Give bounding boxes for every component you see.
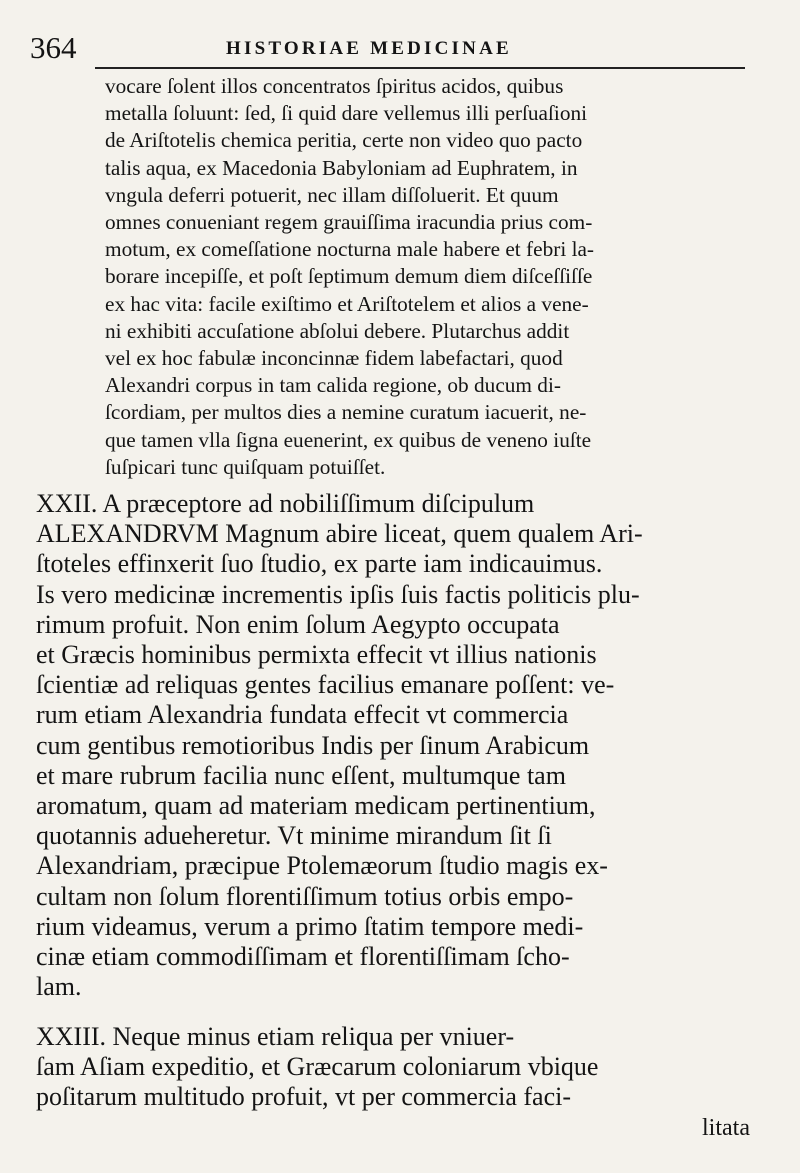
text-line: ni exhibiti accuſatione abſolui debere. Plutarchus addit [105, 318, 570, 343]
text-line: et mare rubrum facilia nunc eſſent, multumque tam [36, 760, 566, 790]
text-line: ſam Aſiam expeditio, et Græcarum coloniarum vbique [36, 1052, 599, 1082]
quoted-passage [105, 73, 753, 481]
text-line: vocare ſolent illos concentratos ſpiritus acidos, quibus [105, 74, 564, 98]
text-line: cultam non ſolum florentiſſimum totius orbis empo- [36, 881, 574, 911]
text-line: ALEXANDRVM Magnum abire liceat, quem qualem Ari- [36, 519, 643, 549]
text-line: ſcientiæ ad reliquas gentes facilius emanare poſſent: ve- [36, 670, 615, 700]
text-line: ſcordiam, per multos dies a nemine curatum iacuerit, ne- [105, 400, 587, 425]
text-line: rum etiam Alexandria fundata effecit vt commercia [36, 700, 569, 730]
text-line: lam. [36, 972, 82, 1002]
running-title: HISTORIAE MEDICINAE [226, 38, 512, 59]
page-header [30, 30, 770, 66]
text-line: Alexandriam, præcipue Ptolemæorum ſtudio magis ex- [36, 851, 608, 881]
text-line: ſuſpicari tunc quiſquam potuiſſet. [105, 454, 386, 479]
section-xxii [36, 489, 752, 1002]
page-number: 364 [30, 30, 77, 65]
section-heading-line: XXIII. Neque minus etiam reliqua per vniuer- [36, 1022, 515, 1051]
text-line: Is vero medicinæ incrementis ipſis ſuis factis politicis plu- [36, 579, 640, 609]
text-line: metalla ſoluunt: ſed, ſi quid dare vellemus illi perſuaſioni [105, 101, 588, 126]
text-line: rimum profuit. Non enim ſolum Aegypto occupata [36, 609, 560, 639]
text-line: quotannis adueheretur. Vt minime mirandum ſit ſi [36, 821, 552, 851]
text-line: ex hac vita: facile exiſtimo et Ariſtotelem et alios a vene- [105, 291, 589, 316]
section-heading-line: XXII. A præceptore ad nobiliſſimum diſcipulum [36, 489, 535, 518]
text-line: talis aqua, ex Macedonia Babyloniam ad Euphratem, in [105, 155, 578, 180]
text-line: aromatum, quam ad materiam medicam pertinentium, [36, 791, 596, 821]
catchword: litata [702, 1115, 750, 1141]
text-line: de Ariſtotelis chemica peritia, certe non video quo pacto [105, 128, 583, 153]
text-line: omnes conueniant regem grauiſſima iracundia prius com- [105, 210, 593, 235]
text-line: poſitarum multitudo profuit, vt per commercia faci- [36, 1082, 572, 1112]
text-line: cum gentibus remotioribus Indis per ſinum Arabicum [36, 730, 590, 760]
text-line: vngula deferri potuerit, nec illam diſſoluerit. Et quum [105, 182, 559, 207]
text-line: vel ex hoc fabulæ inconcinnæ fidem labefactari, quod [105, 346, 563, 371]
text-line: cinæ etiam commodiſſimam et florentiſſimam ſcho- [36, 942, 570, 972]
text-line: rium videamus, verum a primo ſtatim tempore medi- [36, 911, 584, 941]
text-line: ſtoteles effinxerit ſuo ſtudio, ex parte iam indicauimus. [36, 549, 603, 579]
section-xxiii [36, 1022, 752, 1113]
text-line: motum, ex comeſſatione nocturna male habere et febri la- [105, 237, 595, 262]
text-line: et Græcis hominibus permixta effecit vt illius nationis [36, 640, 597, 670]
text-line: que tamen vlla ſigna euenerint, ex quibus de veneno iuſte [105, 427, 592, 452]
header-rule [95, 67, 745, 69]
text-line: borare incepiſſe, et poſt ſeptimum demum diem diſceſſiſſe [105, 264, 593, 289]
text-line: Alexandri corpus in tam calida regione, ob ducum di- [105, 373, 561, 398]
